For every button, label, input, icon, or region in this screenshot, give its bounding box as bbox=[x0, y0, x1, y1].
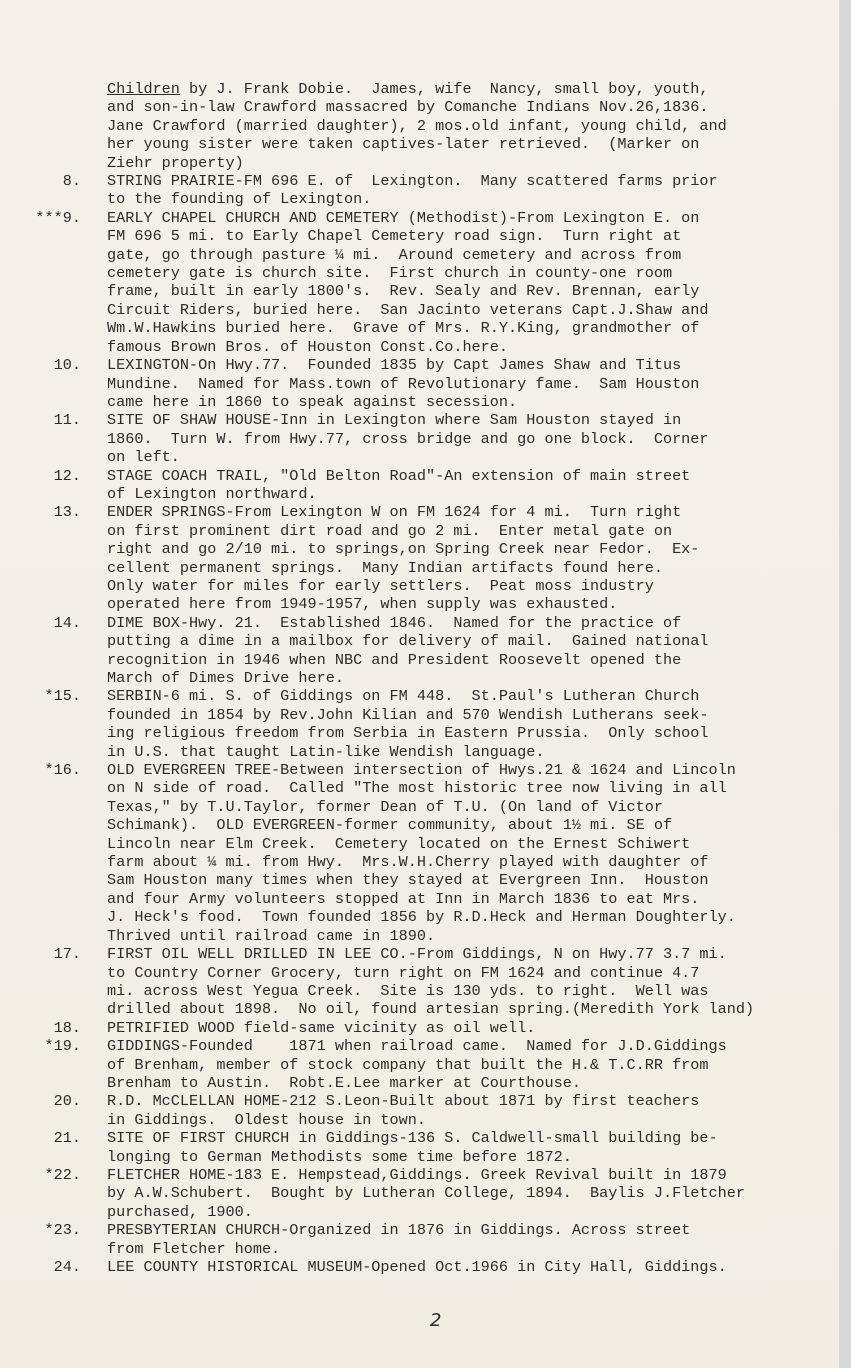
line-text: operated here from 1949-1957, when supply was exhausted. bbox=[107, 595, 618, 614]
text-line bbox=[107, 706, 807, 724]
entry-number: 11. bbox=[53, 411, 81, 430]
entry-text bbox=[107, 1129, 807, 1166]
text-line bbox=[107, 779, 807, 797]
entry-number: *16. bbox=[44, 761, 81, 780]
text-line bbox=[107, 98, 807, 116]
entry bbox=[0, 1037, 830, 1092]
text-line bbox=[107, 1056, 807, 1074]
line-text: by A.W.Schubert. Bought by Lutheran College, 1894. Baylis J.Fletcher bbox=[107, 1184, 745, 1203]
line-text: Sam Houston many times when they stayed at Evergreen Inn. Houston bbox=[107, 871, 709, 890]
text-line bbox=[107, 430, 807, 448]
line-text: FM 696 5 mi. to Early Chapel Cemetery road sign. Turn right at bbox=[107, 227, 682, 246]
entry-number: *22. bbox=[44, 1165, 81, 1184]
text-line bbox=[107, 1221, 807, 1239]
line-text: LEE COUNTY HISTORICAL MUSEUM-Opened Oct.1966 in City Hall, Giddings. bbox=[107, 1258, 727, 1276]
line-text: Circuit Riders, buried here. San Jacinto veterans Capt.J.Shaw and bbox=[107, 300, 709, 319]
entry-number: 14. bbox=[53, 613, 81, 632]
text-line bbox=[107, 982, 807, 1000]
entry-text bbox=[107, 1092, 807, 1129]
entry-list bbox=[0, 80, 830, 1276]
line-text: Jane Crawford (married daughter), 2 mos.old infant, young child, and bbox=[107, 116, 727, 135]
line-text: J. Heck's food. Town founded 1856 by R.D.Heck and Herman Doughterly. bbox=[107, 908, 736, 927]
entry-number: 13. bbox=[53, 503, 81, 522]
text-line bbox=[107, 964, 807, 982]
line-text: famous Brown Bros. of Houston Const.Co.here. bbox=[107, 337, 509, 356]
line-text: her young sister were taken captives-later retrieved. (Marker on bbox=[107, 135, 700, 154]
entry bbox=[0, 945, 830, 1019]
entry-number: 8. bbox=[62, 172, 81, 191]
entry-text bbox=[107, 761, 807, 945]
line-text: PETRIFIED WOOD field-same vicinity as oil well. bbox=[107, 1018, 536, 1037]
line-text: drilled about 1898. No oil, found artesian spring.(Meredith York land) bbox=[107, 1000, 755, 1019]
line-text: gate, go through pasture ¼ mi. Around cemetery and across from bbox=[107, 245, 682, 264]
text-line bbox=[107, 356, 807, 374]
line-text: farm about ¼ mi. from Hwy. Mrs.W.H.Cherry played with daughter of bbox=[107, 853, 709, 872]
text-line bbox=[107, 540, 807, 558]
line-text: 1860. Turn W. from Hwy.77, cross bridge and go one block. Corner bbox=[107, 429, 709, 448]
text-line bbox=[107, 393, 807, 411]
text-line bbox=[107, 798, 807, 816]
text-line bbox=[107, 301, 807, 319]
line-text: R.D. McCLELLAN HOME-212 S.Leon-Built about 1871 by first teachers bbox=[107, 1092, 700, 1111]
line-text: Mundine. Named for Mass.town of Revolutionary fame. Sam Houston bbox=[107, 374, 700, 393]
entry-number: 20. bbox=[53, 1092, 81, 1111]
line-text: ing religious freedom from Serbia in Eastern Prussia. Only school bbox=[107, 724, 709, 743]
text-line bbox=[107, 190, 807, 208]
text-line bbox=[107, 761, 807, 779]
line-text: cemetery gate is church site. First church in county-one room bbox=[107, 264, 673, 283]
text-line bbox=[107, 246, 807, 264]
text-line bbox=[107, 595, 807, 613]
text-line bbox=[107, 1166, 807, 1184]
line-text: mi. across West Yegua Creek. Site is 130 yds. to right. Well was bbox=[107, 981, 709, 1000]
entry-text bbox=[107, 209, 807, 356]
text-line bbox=[107, 1074, 807, 1092]
text-line bbox=[107, 559, 807, 577]
line-text: purchased, 1900. bbox=[107, 1202, 253, 1221]
entry-number: 18. bbox=[53, 1018, 81, 1037]
entry-number: 17. bbox=[53, 945, 81, 964]
line-text: SERBIN-6 mi. S. of Giddings on FM 448. St.Paul's Lutheran Church bbox=[107, 687, 700, 706]
entry-number: 21. bbox=[53, 1129, 81, 1148]
text-line bbox=[107, 816, 807, 834]
text-line bbox=[107, 264, 807, 282]
text-line bbox=[107, 871, 807, 889]
entry bbox=[0, 1258, 830, 1276]
line-text: and son-in-law Crawford massacred by Comanche Indians Nov.26,1836. bbox=[107, 98, 709, 117]
entry bbox=[0, 1129, 830, 1166]
entry bbox=[0, 687, 830, 761]
line-text: frame, built in early 1800's. Rev. Sealy and Rev. Brennan, early bbox=[107, 282, 700, 301]
line-text: FLETCHER HOME-183 E. Hempstead,Giddings. Greek Revival built in 1879 bbox=[107, 1165, 727, 1184]
entry-text bbox=[107, 687, 807, 761]
line-text: by J. Frank Dobie. James, wife Nancy, small boy, youth, bbox=[179, 80, 709, 98]
text-line bbox=[107, 1019, 807, 1037]
text-line bbox=[107, 154, 807, 172]
text-line bbox=[107, 1000, 807, 1018]
entry-text bbox=[107, 172, 807, 209]
line-text: Ziehr property) bbox=[107, 153, 244, 172]
entry bbox=[0, 503, 830, 613]
line-text: in U.S. that taught Latin-like Wendish language. bbox=[107, 742, 545, 761]
entry-text bbox=[107, 614, 807, 688]
text-line bbox=[107, 375, 807, 393]
line-text: Thrived until railroad came in 1890. bbox=[107, 926, 436, 945]
text-line bbox=[107, 448, 807, 466]
entry-text bbox=[107, 1258, 807, 1276]
line-text: of Lexington northward. bbox=[107, 484, 317, 503]
book-title: Children bbox=[107, 80, 180, 98]
text-line bbox=[107, 835, 807, 853]
text-line bbox=[107, 1129, 807, 1147]
entry-number: *23. bbox=[44, 1221, 81, 1240]
entry bbox=[0, 80, 830, 172]
text-line bbox=[107, 577, 807, 595]
text-line bbox=[107, 651, 807, 669]
entry-text bbox=[107, 503, 807, 613]
line-text: STAGE COACH TRAIL, "Old Belton Road"-An extension of main street bbox=[107, 466, 691, 485]
text-line bbox=[107, 1184, 807, 1202]
entry-number: 24. bbox=[53, 1258, 81, 1276]
text-line bbox=[107, 172, 807, 190]
text-line bbox=[107, 1203, 807, 1221]
entry bbox=[0, 411, 830, 466]
text-line bbox=[107, 1111, 807, 1129]
entry-number: *15. bbox=[44, 687, 81, 706]
text-line bbox=[107, 687, 807, 705]
line-text: EARLY CHAPEL CHURCH AND CEMETERY (Methodist)-From Lexington E. on bbox=[107, 208, 700, 227]
line-text: Brenham to Austin. Robt.E.Lee marker at Courthouse. bbox=[107, 1073, 581, 1092]
text-line bbox=[107, 724, 807, 742]
line-text: recognition in 1946 when NBC and President Roosevelt opened the bbox=[107, 650, 682, 669]
text-line bbox=[107, 80, 807, 98]
text-line bbox=[107, 853, 807, 871]
text-line bbox=[107, 117, 807, 135]
line-text: on first prominent dirt road and go 2 mi. Enter metal gate on bbox=[107, 521, 673, 540]
entry-number: ***9. bbox=[35, 208, 81, 227]
text-line bbox=[107, 1240, 807, 1258]
text-line bbox=[107, 1037, 807, 1055]
text-line bbox=[107, 908, 807, 926]
entry-text bbox=[107, 1019, 807, 1037]
text-line bbox=[107, 669, 807, 687]
line-text: came here in 1860 to speak against secession. bbox=[107, 392, 518, 411]
line-text: and four Army volunteers stopped at Inn in March 1836 to eat Mrs. bbox=[107, 889, 700, 908]
text-line bbox=[107, 227, 807, 245]
text-line bbox=[107, 319, 807, 337]
line-text: GIDDINGS-Founded 1871 when railroad came. Named for J.D.Giddings bbox=[107, 1037, 727, 1056]
entry bbox=[0, 356, 830, 411]
entry-text bbox=[107, 467, 807, 504]
entry bbox=[0, 1019, 830, 1037]
line-text: in Giddings. Oldest house in town. bbox=[107, 1110, 426, 1129]
entry bbox=[0, 209, 830, 356]
line-text: FIRST OIL WELL DRILLED IN LEE CO.-From Giddings, N on Hwy.77 3.7 mi. bbox=[107, 945, 727, 964]
line-text: Schimank). OLD EVERGREEN-former community, about 1½ mi. SE of bbox=[107, 816, 673, 835]
text-line bbox=[107, 614, 807, 632]
text-line bbox=[107, 282, 807, 300]
text-line bbox=[107, 890, 807, 908]
entry-number: 12. bbox=[53, 466, 81, 485]
line-text: STRING PRAIRIE-FM 696 E. of Lexington. Many scattered farms prior bbox=[107, 172, 718, 191]
line-text: right and go 2/10 mi. to springs,on Spring Creek near Fedor. Ex- bbox=[107, 540, 700, 559]
text-line bbox=[107, 522, 807, 540]
entry-text bbox=[107, 80, 807, 172]
text-line bbox=[107, 411, 807, 429]
line-text: longing to German Methodists some time before 1872. bbox=[107, 1147, 572, 1166]
line-text: DIME BOX-Hwy. 21. Established 1846. Named for the practice of bbox=[107, 613, 682, 632]
text-line bbox=[107, 743, 807, 761]
text-line bbox=[107, 1258, 807, 1276]
entry bbox=[0, 172, 830, 209]
line-text: to Country Corner Grocery, turn right on FM 1624 and continue 4.7 bbox=[107, 963, 700, 982]
text-line bbox=[107, 1092, 807, 1110]
entry-text bbox=[107, 1166, 807, 1221]
line-text: to the founding of Lexington. bbox=[107, 190, 372, 209]
entry bbox=[0, 761, 830, 945]
line-text: on left. bbox=[107, 448, 180, 467]
entry bbox=[0, 1166, 830, 1221]
line-text: cellent permanent springs. Many Indian artifacts found here. bbox=[107, 558, 663, 577]
line-text: March of Dimes Drive here. bbox=[107, 669, 344, 687]
line-text: Wm.W.Hawkins buried here. Grave of Mrs. R.Y.King, grandmother of bbox=[107, 319, 700, 338]
line-text: ENDER SPRINGS-From Lexington W on FM 1624 for 4 mi. Turn right bbox=[107, 503, 682, 522]
line-text: of Brenham, member of stock company that built the H.& T.C.RR from bbox=[107, 1055, 709, 1074]
page-number: 2 bbox=[430, 1310, 442, 1331]
text-line bbox=[107, 632, 807, 650]
line-text: SITE OF SHAW HOUSE-Inn in Lexington where Sam Houston stayed in bbox=[107, 411, 682, 430]
text-line bbox=[107, 927, 807, 945]
line-text: putting a dime in a mailbox for delivery of mail. Gained national bbox=[107, 632, 709, 651]
line-text: founded in 1854 by Rev.John Kilian and 570 Wendish Lutherans seek- bbox=[107, 705, 709, 724]
entry bbox=[0, 1092, 830, 1129]
entry bbox=[0, 614, 830, 688]
entry-text bbox=[107, 1037, 807, 1092]
text-line bbox=[107, 135, 807, 153]
entry-text bbox=[107, 356, 807, 411]
line-text: Texas," by T.U.Taylor, former Dean of T.U. (On land of Victor bbox=[107, 797, 663, 816]
text-line bbox=[107, 503, 807, 521]
entry-number: 10. bbox=[53, 356, 81, 375]
entry-text bbox=[107, 1221, 807, 1258]
entry bbox=[0, 467, 830, 504]
line-text: SITE OF FIRST CHURCH in Giddings-136 S. Caldwell-small building be- bbox=[107, 1129, 718, 1148]
text-line bbox=[107, 338, 807, 356]
line-text: from Fletcher home. bbox=[107, 1239, 281, 1258]
line-text: Only water for miles for early settlers. Peat moss industry bbox=[107, 576, 654, 595]
line-text: LEXINGTON-On Hwy.77. Founded 1835 by Capt James Shaw and Titus bbox=[107, 356, 682, 375]
line-text: Lincoln near Elm Creek. Cemetery located on the Ernest Schiwert bbox=[107, 834, 691, 853]
entry-number: *19. bbox=[44, 1037, 81, 1056]
text-line bbox=[107, 209, 807, 227]
entry-text bbox=[107, 945, 807, 1019]
text-line bbox=[107, 467, 807, 485]
line-text: on N side of road. Called "The most historic tree now living in all bbox=[107, 779, 727, 798]
entry-text bbox=[107, 411, 807, 466]
entry bbox=[0, 1221, 830, 1258]
text-line bbox=[107, 485, 807, 503]
line-text: OLD EVERGREEN TREE-Between intersection of Hwys.21 & 1624 and Lincoln bbox=[107, 761, 736, 780]
text-line bbox=[107, 945, 807, 963]
line-text: PRESBYTERIAN CHURCH-Organized in 1876 in Giddings. Across street bbox=[107, 1221, 691, 1240]
text-line bbox=[107, 1148, 807, 1166]
